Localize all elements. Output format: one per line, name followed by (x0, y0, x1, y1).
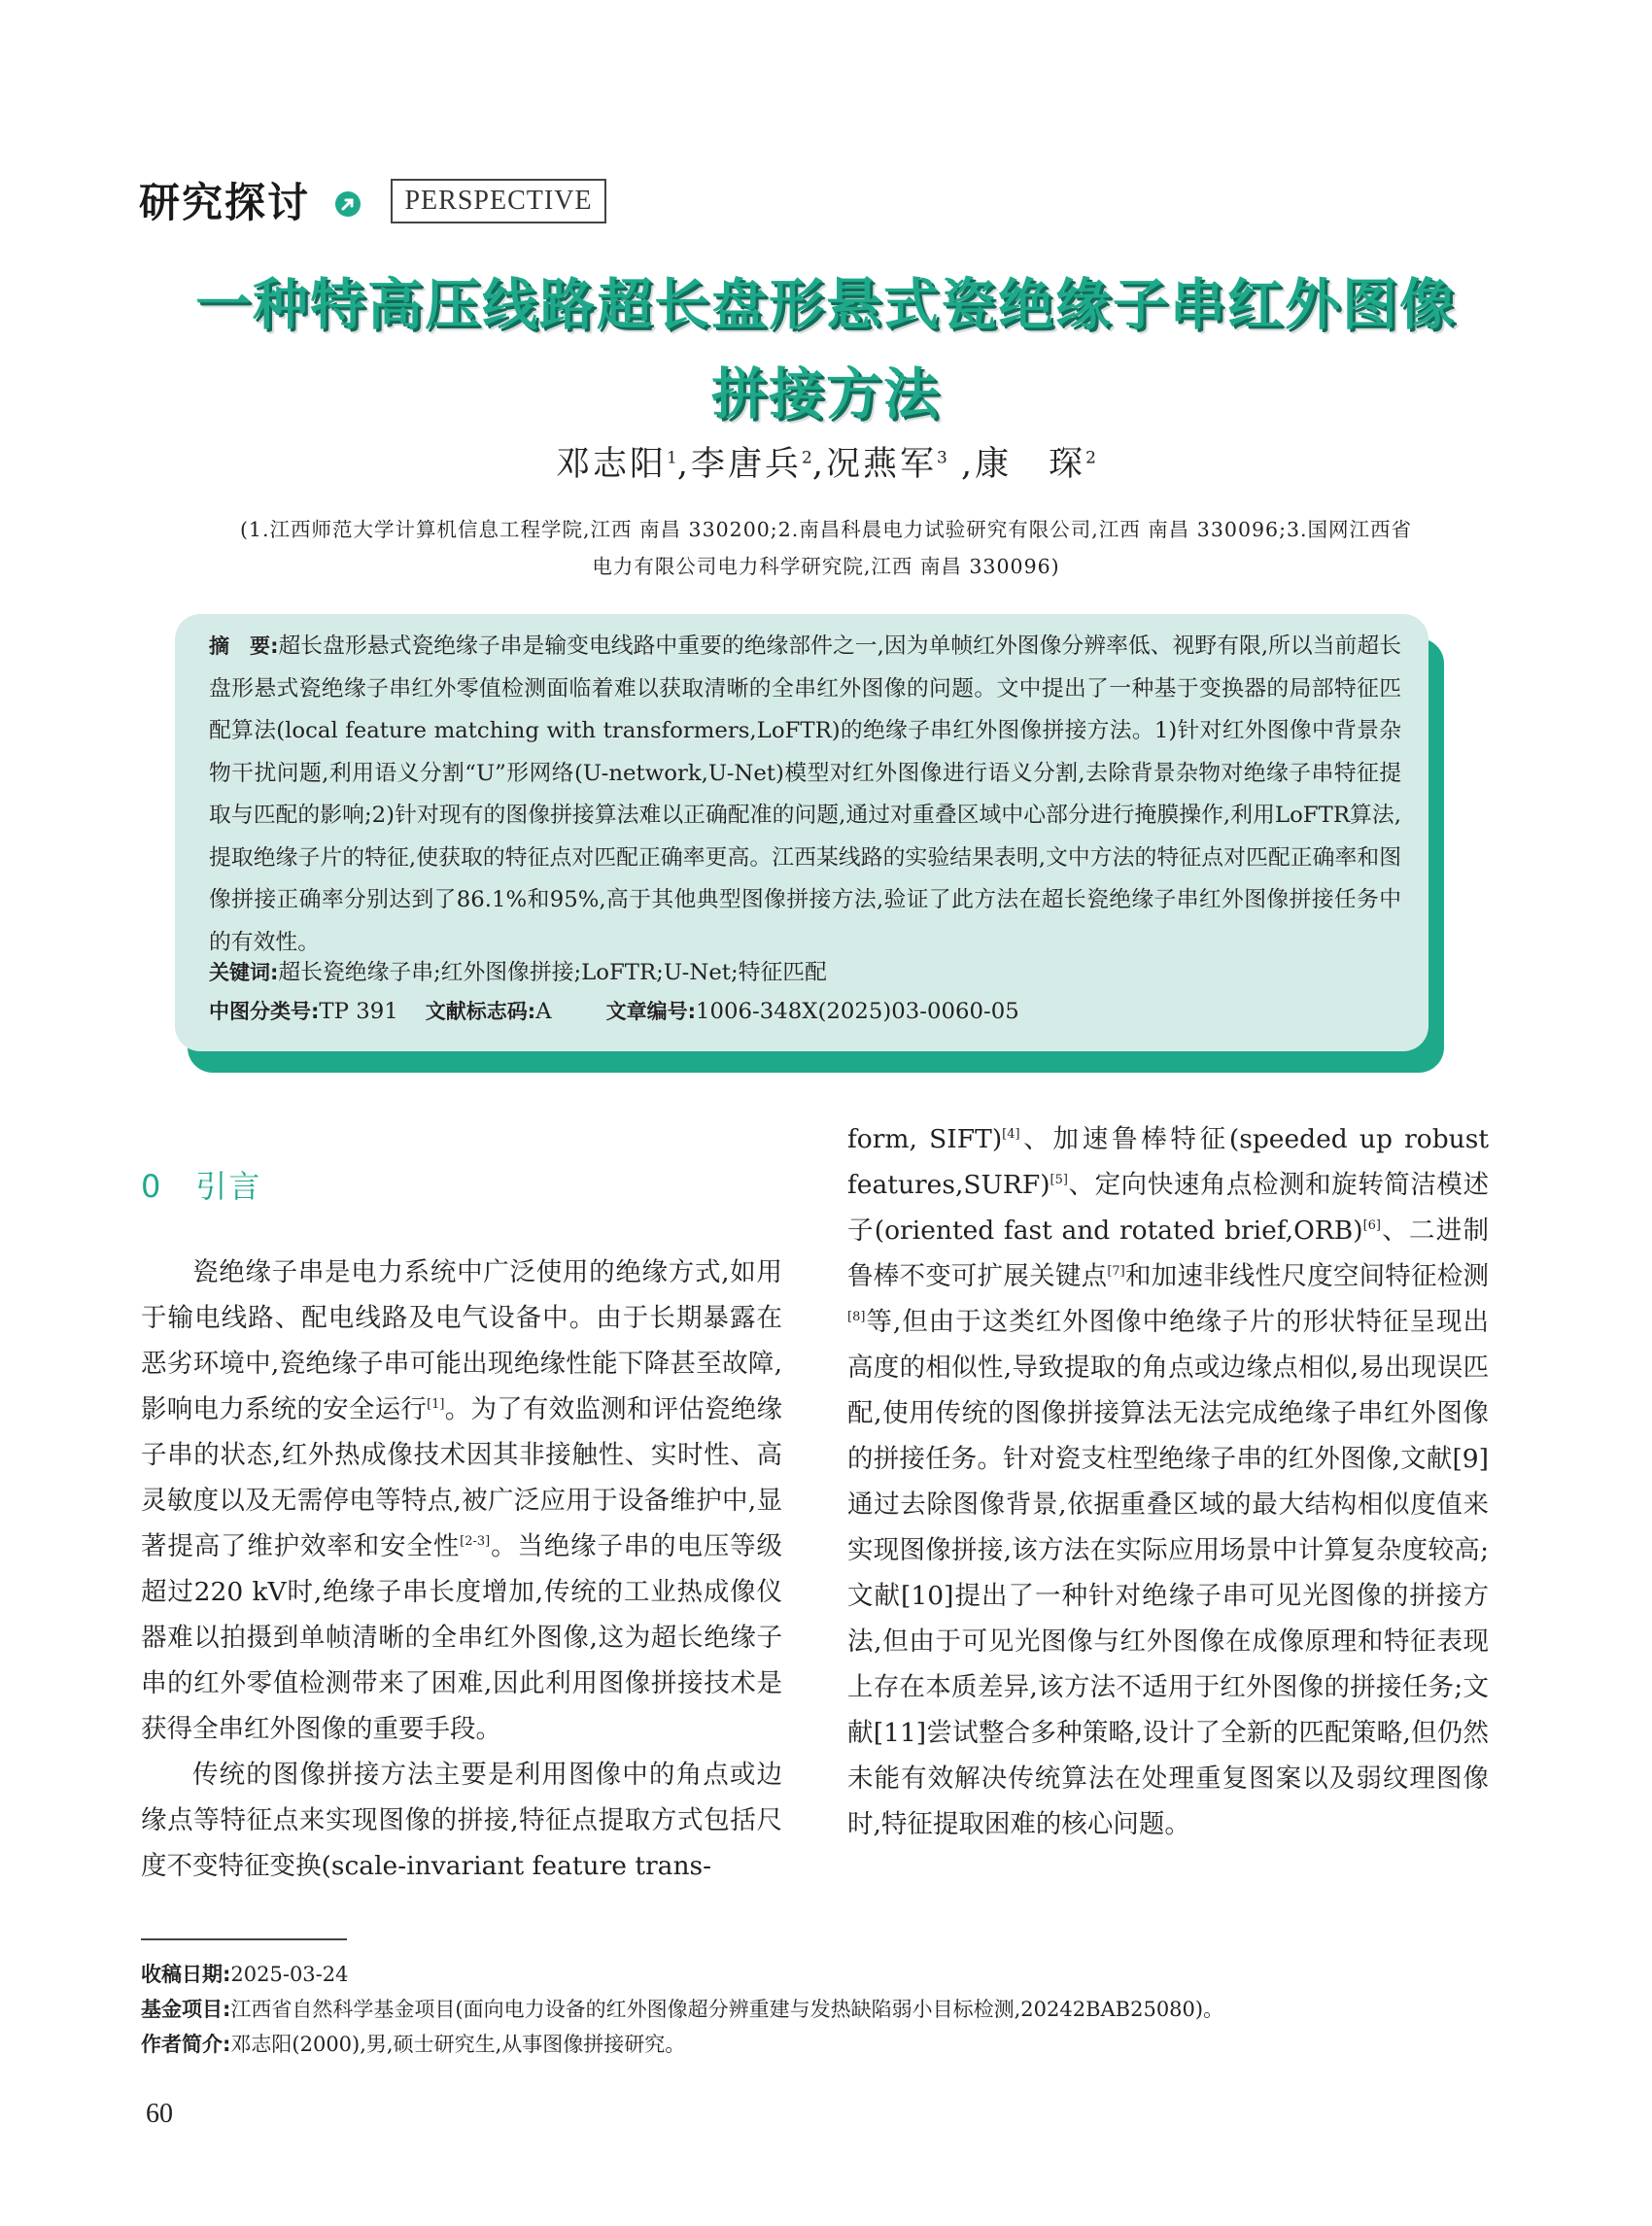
author-bio: 邓志阳(2000),男,硕士研究生,从事图像拼接研究。 (230, 2033, 686, 2056)
page-number: 60 (146, 2099, 173, 2129)
paragraph: 传统的图像拼接方法主要是利用图像中的角点或边缘点等特征点来实现图像的拼接,特征点提取方式包括尺度不变特征变换(scale-invariant feature trans- (141, 1760, 782, 1881)
text-span: 、定向快速角点检测和旋转简洁模述子(oriented fast and rotated brief,ORB) (847, 1170, 1489, 1246)
citation: [7] (1107, 1264, 1125, 1280)
citation: [8] (847, 1310, 866, 1325)
paragraph (141, 1250, 782, 1752)
affiliation-line-1: (1.江西师范大学计算机信息工程学院,江西 南昌 330200;2.南昌科晨电力试验研究有限公司,江西 南昌 330096;3.国网江西省 (239, 518, 1413, 541)
author-affil-sup: 2 (802, 448, 812, 468)
received-date: 2025-03-24 (230, 1963, 349, 1986)
footnote-received (141, 1959, 348, 1988)
text-span: 和加速非线性尺度空间特征检测 (1124, 1261, 1490, 1291)
author-affil-sup: 3 (937, 448, 947, 468)
footnote-author (141, 2029, 685, 2058)
doc-code-label: 文献标志码: (425, 1000, 536, 1023)
abstract-text (209, 626, 1401, 964)
author-list (0, 437, 1652, 486)
clc-label: 中图分类号: (209, 1000, 320, 1023)
text-span: form, SIFT) (847, 1124, 1003, 1154)
doc-code-value: A (535, 999, 552, 1024)
author-sep: , (946, 445, 976, 484)
section-heading-intro: 0 引言 (141, 1168, 262, 1205)
text-span: 。为了有效监测和评估瓷绝缘子串的状态,红外热成像技术因其非接触性、实时性、高灵敏度以及无需停电等特点,被广泛应用于设备维护中,显著提高了维护效率和安全性 (141, 1394, 783, 1561)
author-affil-sup: 1 (667, 448, 677, 468)
article-no-label: 文章编号: (605, 1000, 696, 1023)
author-sep: , (811, 445, 826, 484)
author-sep: , (676, 445, 692, 484)
keywords: 超长瓷绝缘子串;红外图像拼接;LoFTR;U-Net;特征匹配 (278, 960, 827, 985)
abstract-label: 摘 要: (209, 634, 279, 658)
paper-title-line-1: 一种特高压线路超长盘形悬式瓷绝缘子串红外图像 (195, 273, 1457, 337)
citation: [6] (1362, 1218, 1381, 1234)
keywords-label: 关键词: (209, 961, 279, 984)
citation: [4] (1002, 1127, 1020, 1143)
article-no-value: 1006-348X(2025)03-0060-05 (696, 999, 1019, 1024)
section-tag: 研究探讨 (139, 179, 311, 226)
paragraph (847, 1116, 1489, 1847)
author-affil-sup: 2 (1085, 448, 1096, 468)
right-column (847, 1116, 1489, 1847)
author-name: 况燕军 (826, 445, 938, 484)
abstract-body: 超长盘形悬式瓷绝缘子串是输变电线路中重要的绝缘部件之一,因为单帧红外图像分辨率低、视野有限,所以当前超长盘形悬式瓷绝缘子串红外零值检测面临着难以获取清晰的全串红外图像的问题。文中提出了一种基于变换器的局部特征匹配算法(local feature matching with transformers,LoFTR)的绝缘子串红外图像拼接方法。1)针对红外图像中背景杂物干扰问题,利用语义分割“U”形网络(U-network,U-Net)模型对红外图像进行语义分割,去除背景杂物对绝缘子串特征提取与匹配的影响;2)针对现有的图像拼接算法难以正确配准的问题,通过对重叠区域中心部分进行掩膜操作,利用LoFTR算法,提取绝缘子片的特征,使获取的特征点对匹配正确率更高。江西某线路的实验结果表明,文中方法的特征点对匹配正确率和图像拼接正确率分别达到了86.1%和95%,高于其他典型图像拼接方法,验证了此方法在超长瓷绝缘子串红外图像拼接任务中的有效性。 (209, 634, 1401, 955)
text-span: 、二进制鲁棒不变可扩展关键点 (847, 1216, 1489, 1291)
received-label: 收稿日期: (141, 1963, 231, 1986)
footnote-fund (141, 1994, 1223, 2023)
author-name: 李唐兵 (691, 445, 803, 484)
text-span: 等,但由于这类红外图像中绝缘子片的形状特征呈现出高度的相似性,导致提取的角点或边缘点相似,易出现误匹配,使用传统的图像拼接算法无法完成绝缘子串红外图像的拼接任务。针对瓷支柱型绝缘子串的红外图像,文献[9]通过去除图像背景,依据重叠区域的最大结构相似度值来实现图像拼接,该方法在实际应用场景中计算复杂度较高;文献[10]提出了一种针对绝缘子串可见光图像的拼接方法,但由于可见光图像与红外图像在成像原理和特征表现上存在本质差异,该方法不适用于红外图像的拼接任务;文献[11]尝试整合多种策略,设计了全新的匹配策略,但仍然未能有效解决传统算法在处理重复图案以及弱纹理图像时,特征提取困难的核心问题。 (847, 1307, 1489, 1839)
citation: [5] (1050, 1173, 1068, 1188)
paper-title-line-2: 拼接方法 (711, 362, 941, 427)
text-span: 瓷绝缘子串是电力系统中广泛使用的绝缘方式,如用于输电线路、配电线路及电气设备中。由于长期暴露在恶劣环境中,瓷绝缘子串可能出现绝缘性能下降甚至故障,影响电力系统的安全运行 (141, 1257, 782, 1424)
classification-line (209, 996, 1019, 1025)
section-tag-en: PERSPECTIVE (391, 179, 606, 223)
text-span: 。当绝缘子串的电压等级超过220 kV时,绝缘子串长度增加,传统的工业热成像仪器难以拍摄到单帧清晰的全串红外图像,这为超长绝缘子串的红外零值检测带来了困难,因此利用图像拼接技术是获得全串红外图像的重要手段。 (141, 1531, 783, 1744)
author-name: 康 琛 (975, 445, 1086, 484)
citation: [2-3] (460, 1534, 491, 1550)
footnote-divider (141, 1938, 347, 1940)
fund-text: 江西省自然科学基金项目(面向电力设备的红外图像超分辨重建与发热缺陷弱小目标检测,20242BAB25080)。 (230, 1998, 1224, 2021)
author-name: 邓志阳 (556, 445, 668, 484)
arrow-icon (334, 190, 361, 218)
author-bio-label: 作者简介: (141, 2033, 231, 2056)
text-span: 、加速鲁棒特征(speeded up robust features,SURF) (847, 1124, 1489, 1200)
clc-value: TP 391 (319, 999, 398, 1024)
affiliation-line-2: 电力有限公司电力科学研究院,江西 南昌 330096) (592, 555, 1060, 578)
keywords-line (209, 954, 827, 986)
citation: [1] (427, 1397, 445, 1413)
fund-label: 基金项目: (141, 1998, 231, 2021)
left-column (141, 1250, 782, 1889)
